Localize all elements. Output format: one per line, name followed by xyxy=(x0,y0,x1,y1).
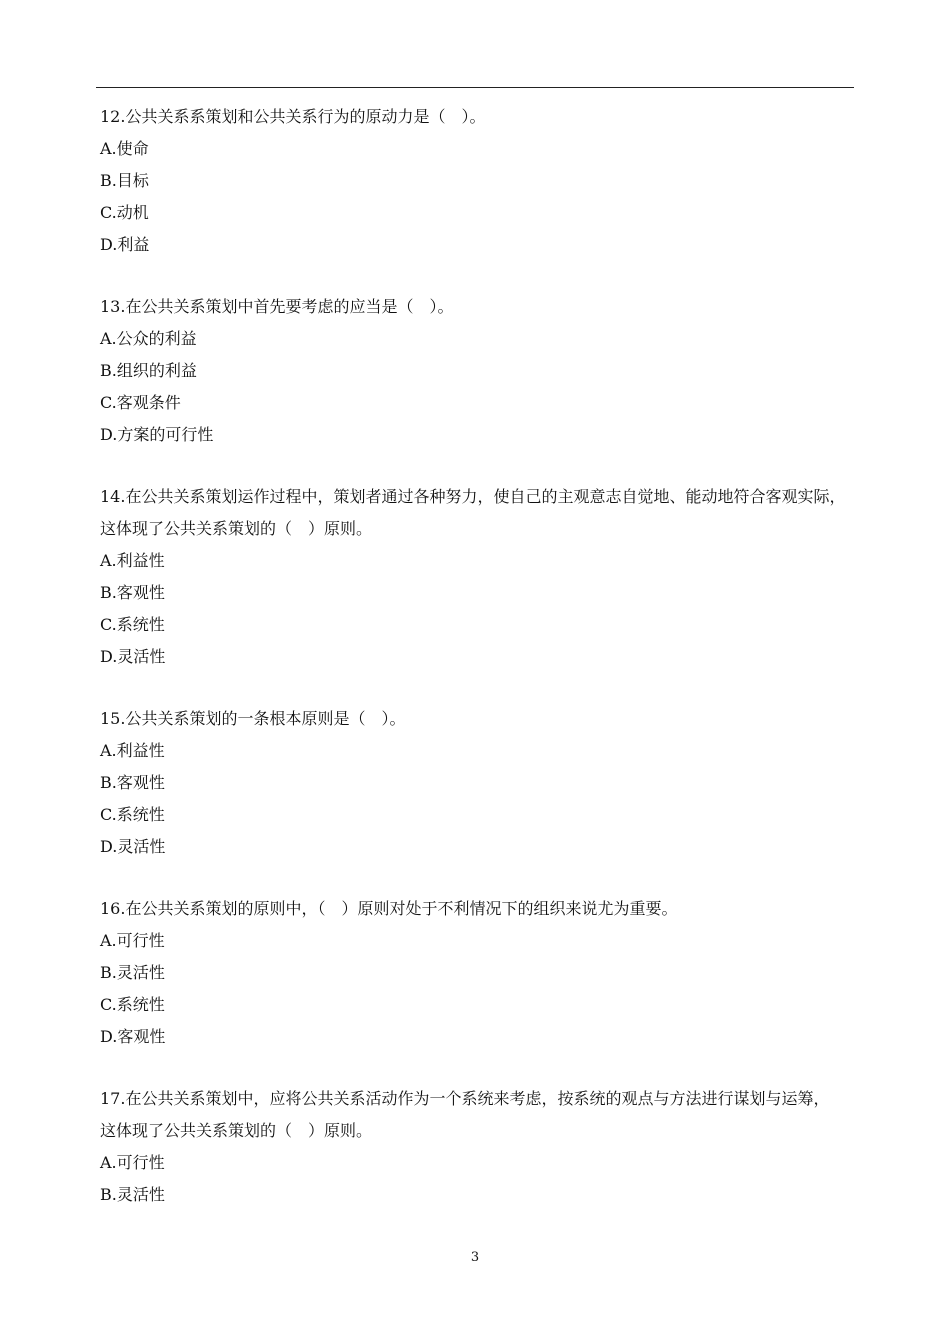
option-b: B.灵活性 xyxy=(100,963,165,982)
option-b: B.客观性 xyxy=(100,773,165,792)
option-b: B.客观性 xyxy=(100,583,165,602)
question-stem: 12.公共关系系策划和公共关系行为的原动力是（ ）。 xyxy=(100,107,486,126)
question-stem-continued: 这体现了公共关系策划的（ ）原则。 xyxy=(100,519,373,538)
option-a: A.可行性 xyxy=(100,931,165,950)
question-15 xyxy=(100,703,856,863)
option-c: C.客观条件 xyxy=(100,393,181,412)
option-a: A.公众的利益 xyxy=(100,329,197,348)
question-stem: 15.公共关系策划的一条根本原则是（ ）。 xyxy=(100,709,406,728)
option-c: C.动机 xyxy=(100,203,149,222)
question-stem-continued: 这体现了公共关系策划的（ ）原则。 xyxy=(100,1121,373,1140)
question-16 xyxy=(100,893,856,1053)
option-d: D.客观性 xyxy=(100,1027,166,1046)
question-12 xyxy=(100,101,856,261)
option-b: B.目标 xyxy=(100,171,149,190)
question-14 xyxy=(100,481,856,673)
question-list xyxy=(100,101,856,1241)
option-d: D.方案的可行性 xyxy=(100,425,214,444)
option-a: A.利益性 xyxy=(100,551,165,570)
question-stem: 14.在公共关系策划运作过程中，策划者通过各种努力，使自己的主观意志自觉地、能动地符合客观实际， xyxy=(100,487,846,506)
option-b: B.灵活性 xyxy=(100,1185,165,1204)
option-c: C.系统性 xyxy=(100,805,165,824)
option-d: D.灵活性 xyxy=(100,837,166,856)
option-a: A.使命 xyxy=(100,139,149,158)
question-stem: 17.在公共关系策划中，应将公共关系活动作为一个系统来考虑，按系统的观点与方法进行谋划与运筹， xyxy=(100,1089,830,1108)
option-a: A.可行性 xyxy=(100,1153,165,1172)
option-c: C.系统性 xyxy=(100,995,165,1014)
page-number: 3 xyxy=(470,1250,480,1265)
option-b: B.组织的利益 xyxy=(100,361,197,380)
option-d: D.利益 xyxy=(100,235,150,254)
question-17 xyxy=(100,1083,856,1211)
question-stem: 16.在公共关系策划的原则中，（ ）原则对处于不利情况下的组织来说尤为重要。 xyxy=(100,899,678,918)
option-d: D.灵活性 xyxy=(100,647,166,666)
question-13 xyxy=(100,291,856,451)
header-rule xyxy=(96,87,854,88)
question-stem: 13.在公共关系策划中首先要考虑的应当是（ ）。 xyxy=(100,297,454,316)
option-c: C.系统性 xyxy=(100,615,165,634)
option-a: A.利益性 xyxy=(100,741,165,760)
